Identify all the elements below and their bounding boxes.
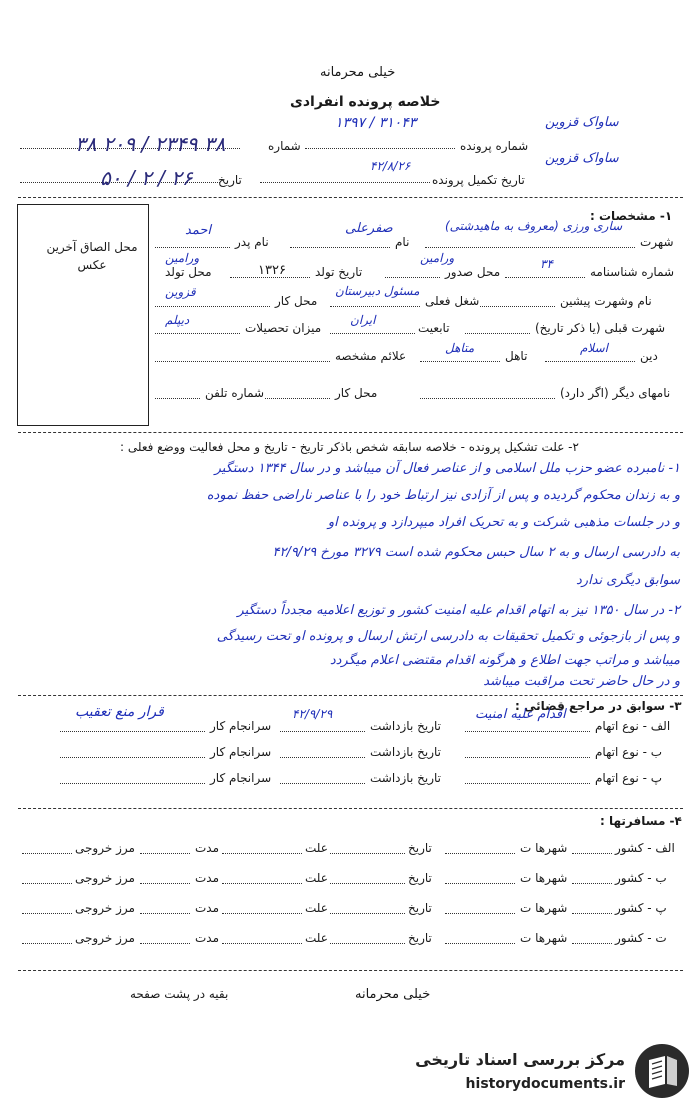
hw-surname: ساری ورزی (معروف به ماهیدشتی) [445, 219, 623, 233]
dotted-line [155, 333, 240, 334]
hw-father-name: احمد [185, 223, 211, 238]
dotted-line [290, 247, 390, 248]
photo-box-label: محل الصاق آخرین عکس [46, 240, 138, 272]
hw-issue-place: ورامین [420, 251, 455, 265]
hw-para1-line: و در جلسات مذهبی شرکت و به تحریک افراد میپردازد و پرونده او [327, 515, 680, 530]
occupation-label: شغل فعلی [425, 294, 480, 308]
travel-a-country-label: الف - کشور [615, 841, 675, 855]
dotted-line [505, 277, 585, 278]
other-names-label: نامهای دیگر (اگر دارد) [560, 386, 671, 400]
dotted-line [445, 883, 515, 884]
dotted-line [572, 853, 612, 854]
dotted-line [222, 943, 302, 944]
travel-b-cities-label: شهرها ت [520, 871, 568, 885]
section-divider [18, 808, 683, 809]
continued-note: بقیه در پشت صفحه [130, 987, 229, 1001]
document-title: خلاصه پرونده انفرادی [290, 94, 441, 110]
dotted-line [140, 943, 190, 944]
dotted-line [465, 757, 590, 758]
dotted-line [330, 913, 405, 914]
hw-occupation: مسئول دبیرستان [335, 284, 420, 298]
hw-arrest-date-a: ۴۲/۹/۲۹ [292, 707, 333, 721]
hw-para2-line: و در حال حاضر تحت مراقبت میباشد [483, 674, 680, 689]
section1-heading: ۱- مشخصات : [590, 209, 673, 223]
travel-a-border-label: مرز خروجی [75, 841, 135, 855]
features-label: علائم مشخصه [335, 349, 407, 363]
dotted-line [480, 306, 555, 307]
surname-label: شهرت [640, 235, 674, 249]
travel-b-country-label: ب - کشور [615, 871, 667, 885]
travel-c-date-label: تاریخ [408, 901, 432, 915]
prior-name-label: نام وشهرت پیشین [560, 294, 652, 308]
dotted-line [465, 783, 590, 784]
travel-d-date-label: تاریخ [408, 931, 432, 945]
birth-date-label: تاریخ تولد [315, 265, 363, 279]
birth-place-label: محل تولد [165, 265, 212, 279]
dotted-line [330, 333, 415, 334]
previous-nickname-label: شهرت قبلی (یا ذکر تاریخ) [535, 321, 666, 335]
watermark-name: مرکز بررسی اسناد تاریخی [415, 1050, 625, 1069]
section-divider [18, 197, 683, 198]
dotted-line [330, 943, 405, 944]
dotted-line [60, 783, 205, 784]
dotted-line [280, 783, 365, 784]
dotted-line [22, 943, 72, 944]
hw-completion-date: ۴۲/۸/۲۶ [370, 159, 411, 173]
travel-d-country-label: ت - کشور [615, 931, 667, 945]
hw-para2-line: میباشد و مراتب جهت اطلاع و هرگونه اقدام مقتضی اعلام میگردد [329, 653, 680, 668]
workplace2-label: محل کار [335, 386, 378, 400]
dotted-line [330, 883, 405, 884]
dotted-line [445, 913, 515, 914]
section-divider [18, 695, 683, 696]
dotted-line [465, 731, 590, 732]
watermark-url: historydocuments.ir [465, 1076, 625, 1092]
date-label: تاریخ [218, 173, 242, 187]
travel-b-border-label: مرز خروجی [75, 871, 135, 885]
dotted-line [140, 883, 190, 884]
dotted-line [222, 853, 302, 854]
travel-a-cities-label: شهرها ت [520, 841, 568, 855]
dotted-line [572, 883, 612, 884]
first-name-label: نام [395, 235, 410, 249]
arrest-date-a-label: تاریخ بازداشت [370, 719, 441, 733]
classification-bottom: خیلی محرمانه [355, 987, 431, 1002]
phone-label: شماره تلفن [205, 386, 265, 400]
hw-para1-line: ۱- نامبرده عضو حزب ملل اسلامی و از عناصر فعال آن میباشد و در سال ۱۳۴۴ دستگیر [214, 461, 680, 476]
travel-b-reason-label: علت [305, 871, 328, 885]
travel-a-date-label: تاریخ [408, 841, 432, 855]
book-icon [635, 1044, 689, 1098]
charge-a-label: الف - نوع اتهام [595, 719, 671, 733]
dotted-line [265, 398, 330, 399]
dotted-line [22, 883, 72, 884]
nationality-label: تابعیت [418, 321, 450, 335]
dotted-line [155, 247, 230, 248]
dotted-line [420, 361, 500, 362]
hw-para1-line: به دادرسی ارسال و به ۲ سال حبس محکوم شده است ۳۲۷۹ مورخ ۴۲/۹/۲۹ [272, 545, 680, 560]
watermark [400, 1040, 695, 1102]
travel-d-border-label: مرز خروجی [75, 931, 135, 945]
arrest-date-b-label: تاریخ بازداشت [370, 745, 441, 759]
outcome-c-label: سرانجام کار [210, 771, 272, 785]
hw-education: دیپلم [165, 313, 190, 327]
hw-para2-line: ۲- در سال ۱۳۵۰ نیز به اتهام اقدام علیه امنیت کشور و توزیع اعلامیه مجدداً دستگیر [237, 603, 680, 618]
section4-heading: ۴- مسافرتها : [600, 814, 682, 828]
hw-office-2: ساواک قزوین [545, 151, 619, 166]
dotted-line [425, 247, 635, 248]
dotted-line [445, 853, 515, 854]
charge-c-label: پ - نوع اتهام [595, 771, 663, 785]
hw-marital: متاهل [445, 341, 475, 355]
dotted-line [545, 361, 635, 362]
hw-birth-date: ۱۳۲۶ [258, 263, 286, 278]
travel-b-duration-label: مدت [195, 871, 220, 885]
travel-c-reason-label: علت [305, 901, 328, 915]
hw-workplace: قزوین [165, 285, 196, 299]
outcome-a-label: سرانجام کار [210, 719, 272, 733]
dotted-line [155, 398, 200, 399]
hw-ref-number: ۳۸ ۲۰۹ / ۲۳۴۹ ۳۸ [75, 132, 226, 156]
dotted-line [230, 277, 310, 278]
outcome-b-label: سرانجام کار [210, 745, 272, 759]
file-number-label: شماره پرونده [460, 139, 529, 153]
arrest-date-c-label: تاریخ بازداشت [370, 771, 441, 785]
dotted-line [140, 853, 190, 854]
dotted-line [330, 853, 405, 854]
education-label: میزان تحصیلات [245, 321, 322, 335]
dotted-line [60, 731, 205, 732]
dotted-line [222, 913, 302, 914]
hw-file-number: ۱۳۹۷ / ۳۱۰۴۳ [335, 115, 417, 131]
dotted-line [385, 277, 440, 278]
travel-c-border-label: مرز خروجی [75, 901, 135, 915]
dotted-line [330, 306, 420, 307]
hw-ref-date: ۵۰ / ۲ / ۲۶ [100, 166, 193, 190]
hw-outcome-a: قرار منع تعقیب [75, 704, 164, 720]
classification-top: خیلی محرمانه [320, 65, 396, 80]
dotted-line [305, 148, 455, 149]
hw-birth-place: ورامین [165, 251, 200, 265]
section-divider [18, 970, 683, 971]
section3-heading: ۳- سوابق در مراجع قضائی : [515, 699, 682, 713]
travel-d-reason-label: علت [305, 931, 328, 945]
number-label: شماره [268, 139, 301, 153]
father-name-label: نام پدر [235, 235, 269, 249]
dotted-line [140, 913, 190, 914]
dotted-line [420, 398, 555, 399]
dotted-line [22, 913, 72, 914]
travel-c-duration-label: مدت [195, 901, 220, 915]
section2-heading: ۲- علت تشکیل پرونده - خلاصه سابقه شخص باذکر تاریخ - تاریخ و محل فعالیت ووضع فعلی : [120, 440, 579, 454]
religion-label: دین [640, 349, 658, 363]
travel-d-cities-label: شهرها ت [520, 931, 568, 945]
travel-d-duration-label: مدت [195, 931, 220, 945]
travel-a-reason-label: علت [305, 841, 328, 855]
dotted-line [22, 853, 72, 854]
hw-religion: اسلام [580, 341, 608, 355]
hw-para1-line: و به زندان محکوم گردیده و پس از آزادی نیز ارتباط خود را با عناصر ناراضی حفظ نموده [206, 488, 680, 503]
completion-date-label: تاریخ تکمیل پرونده [432, 173, 525, 187]
dotted-line [465, 333, 530, 334]
hw-nationality: ایران [350, 313, 376, 327]
dotted-line [60, 757, 205, 758]
charge-b-label: ب - نوع اتهام [595, 745, 663, 759]
hw-charge-a: اقدام علیه امنیت [475, 707, 566, 722]
dotted-line [222, 883, 302, 884]
travel-c-cities-label: شهرها ت [520, 901, 568, 915]
hw-id-number: ۳۴ [540, 257, 553, 271]
travel-a-duration-label: مدت [195, 841, 220, 855]
dotted-line [572, 943, 612, 944]
hw-para1-line: سوابق دیگری ندارد [576, 573, 680, 588]
travel-c-country-label: پ - کشور [615, 901, 667, 915]
workplace-label: محل کار [275, 294, 318, 308]
dotted-line [260, 182, 430, 183]
dotted-line [155, 306, 270, 307]
dotted-line [445, 943, 515, 944]
hw-office: ساواک قزوین [545, 115, 619, 130]
travel-b-date-label: تاریخ [408, 871, 432, 885]
dotted-line [280, 757, 365, 758]
section-divider [18, 432, 683, 433]
dotted-line [280, 731, 365, 732]
issue-place-label: محل صدور [445, 265, 501, 279]
dotted-line [155, 361, 330, 362]
id-number-label: شماره شناسنامه [590, 265, 675, 279]
hw-para2-line: و پس از بازجوئی و تکمیل تحقیقات به دادرسی ارتش ارسال و پرونده او تحت رسیدگی [216, 629, 680, 644]
marital-label: تاهل [505, 349, 528, 363]
dotted-line [572, 913, 612, 914]
hw-first-name: صفرعلی [345, 221, 393, 236]
